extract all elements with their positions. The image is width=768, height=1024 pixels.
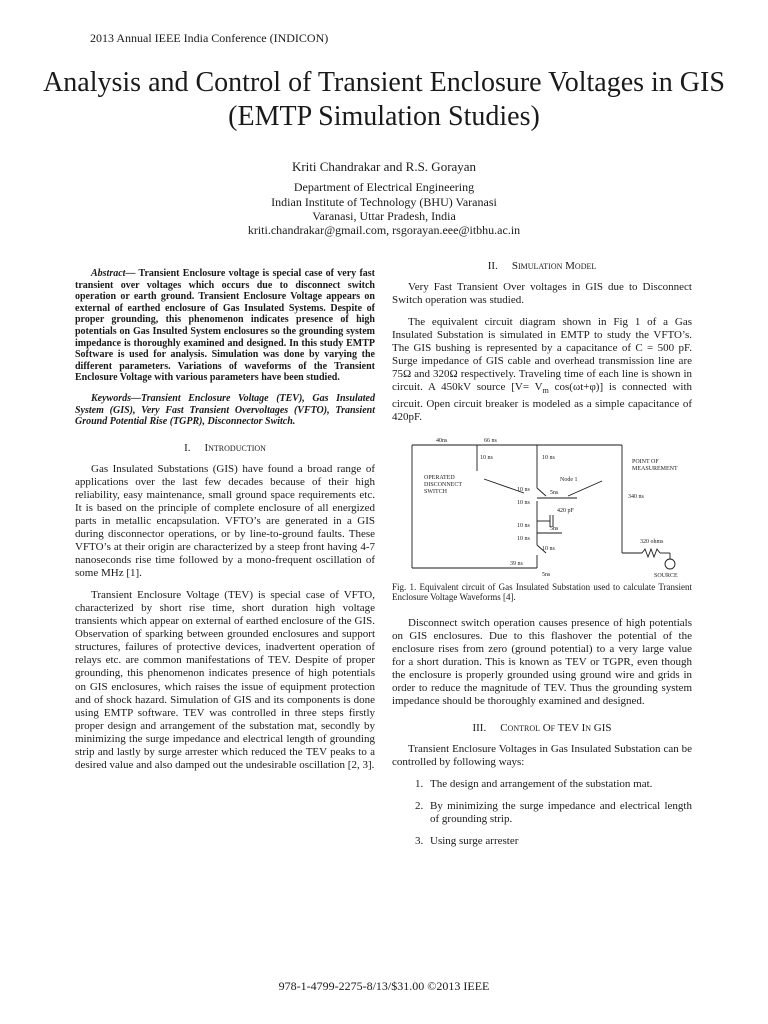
list-item: 1. The design and arrangement of the substation mat. <box>426 778 692 791</box>
figure-label: 10 ns <box>542 454 555 461</box>
figure-label: DISCONNECT <box>424 481 463 488</box>
list-item: 3. Using surge arrester <box>426 835 692 848</box>
figure-label: MEASUREMENT <box>632 465 678 472</box>
figure-label: 40ns <box>436 437 448 444</box>
intro-paragraph: Gas Insulated Substations (GIS) have found a broad range of applications over the last few decades because of their high reliability, easy maintenance, small ground space requirements etc. It is based on the principle of complete enclosure of all energized parts in metallic encapsulation. VFTO’s are generated in a GIS during disconnector operations, or by line-to-ground faults. These VFTO’s at their origin are characterized by a steep front having 4-7 nanoseconds rise time followed by a mono-frequent oscillation of some MHz [1]. <box>75 462 375 580</box>
abstract <box>75 268 375 384</box>
conference-header: 2013 Annual IEEE India Conference (INDICON) <box>90 31 329 45</box>
figure-label: 39 ns <box>510 560 523 567</box>
figure-label: 320 ohms <box>640 538 664 545</box>
figure-label: 10 ns <box>517 522 530 529</box>
paper-title: Analysis and Control of Transient Enclosure Voltages in GIS (EMTP Simulation Studies) <box>43 67 725 132</box>
author-names: Kriti Chandrakar and R.S. Gorayan <box>291 159 477 174</box>
figure-label: SOURCE <box>654 572 678 578</box>
figure-label: 420 pF <box>557 507 574 514</box>
left-column <box>75 268 375 781</box>
abstract-label: Abstract— <box>91 268 136 279</box>
keywords-text: Transient Enclosure Voltage (TEV), Gas Insulated System (GIS), Very Fast Transient Overvoltages (VFTO), Transient Ground Potential Rise (TGPR), Disconnector Switch. <box>75 392 375 428</box>
simulation-paragraph: The equivalent circuit diagram shown in Fig 1 of a Gas Insulated Substation is simulated in EMTP to study the VFTO’s. The GIS bushing is represented by a capacitance of C = 500 pF. Surge impedance of GIS cable and overhead transmission line are 75Ω and 320Ω respectively. Traveling time of each line is shown in circuit. A 450kV source [$V= V_m$ cos(ωt+φ)] is connected with circuit. Open circuit breaker is modeled as a simple capacitance of 420pF. <box>392 316 693 423</box>
figure-label: 10 ns <box>517 486 530 493</box>
control-method-list <box>392 778 692 848</box>
figure-label: POINT OF <box>632 458 659 465</box>
affiliation-line: Varanasi, Uttar Pradesh, India <box>312 208 456 223</box>
section-heading-introduction: I. Introduction <box>184 441 266 454</box>
section-heading-simulation-model: II. Simulation Model <box>487 260 597 272</box>
author-block <box>0 160 768 237</box>
affiliation-line: Indian Institute of Technology (BHU) Varanasi <box>271 194 497 209</box>
keywords <box>75 393 375 428</box>
author-emails: kriti.chandrakar@gmail.com, rsgorayan.eee@itbhu.ac.in <box>247 223 521 238</box>
figure-label: 10 ns <box>517 499 530 506</box>
section-heading-control: III. Control Of TEV In GIS <box>472 722 612 735</box>
right-column <box>392 260 693 857</box>
figure-label: 340 ns <box>628 493 644 500</box>
figure-label: 5ns <box>550 525 559 532</box>
keywords-label: Keywords— <box>91 392 141 404</box>
simulation-paragraph: Very Fast Transient Over voltages in GIS due to Disconnect Switch operation was studied. <box>392 281 692 307</box>
figure-label: 10 ns <box>542 545 555 552</box>
list-item: 2. By minimizing the surge impedance and electrical length of grounding strip. <box>426 800 692 826</box>
figure-label: 5ns <box>542 571 551 578</box>
figure-label: Node 1 <box>560 476 578 483</box>
figure-label: 66 ns <box>484 437 497 444</box>
figure-caption: Fig. 1. Equivalent circuit of Gas Insulated Substation used to calculate Transient Enclosure Voltage Waveforms [4]. <box>392 581 692 603</box>
simulation-paragraph: Disconnect switch operation causes presence of high potentials on GIS enclosures. Due to this flashover the potential of the enclosure rises from zero (ground potential) to a very large value for a short duration. This is known as TEV or TGPR, even though the enclosure is properly grounded using ground wire and grids in order to reduce the magnitude of TEV. Thus the grounding system impedance should be thoroughly examined and designed. <box>392 616 692 707</box>
figure-label: 10 ns <box>480 454 493 461</box>
control-intro: Transient Enclosure Voltages in Gas Insulated Substation can be controlled by following ways: <box>392 743 692 769</box>
figure-label: 10 ns <box>517 535 530 542</box>
figure-label: SWITCH <box>424 488 447 495</box>
figure-label: 5ns <box>550 489 559 496</box>
equivalent-circuit-diagram <box>392 433 692 578</box>
abstract-text: Transient Enclosure voltage is special case of very fast transient over voltages which occurs due to disconnect switch operation or earth ground. Transient Enclosure Voltage appears on external of earthed enclosure of Gas Insulated Systems. Despite of proper grounding, this phenomenon indicates presence of high potentials on Gas Insulted System enclosures so the grounding system impedance is thoroughly examined and designed. In this study EMTP Software is used for analysis. Simulation was done by varying the different parameters. Variations of waveforms of the Transient Enclosure Voltage with various parameters have been studied. <box>75 268 375 384</box>
affiliation-line: Department of Electrical Engineering <box>293 180 475 195</box>
circuit-figure <box>392 433 692 578</box>
intro-paragraph: Transient Enclosure Voltage (TEV) is special case of VFTO, characterized by short rise time, short duration high voltage transients which appear on external of earthed enclosure of the GIS. Observation of sparking between grounded enclosures and support structures, failures of protective devices, inadvertent operation of relays etc. are common manifestations of TEV. Despite of proper grounding, this phenomenon indicates presence of high potentials on GIS enclosures, which raises the issue of equipment protection and of shock hazard. Simulation of GIS and its components is done using EMTP software. TEV was controlled in three steps firstly proper design and arrangement of the substation mat, secondly by minimizing the surge impedance and electrical length of grounding strip and lastly by surge arrester which reduced the TEV peaks to a desired value and also damped out the undesirable oscillation [2, 3]. <box>75 589 375 771</box>
copyright-footer: 978-1-4799-2275-8/13/$31.00 ©2013 IEEE <box>278 979 490 993</box>
figure-label: OPERATED <box>424 474 455 481</box>
